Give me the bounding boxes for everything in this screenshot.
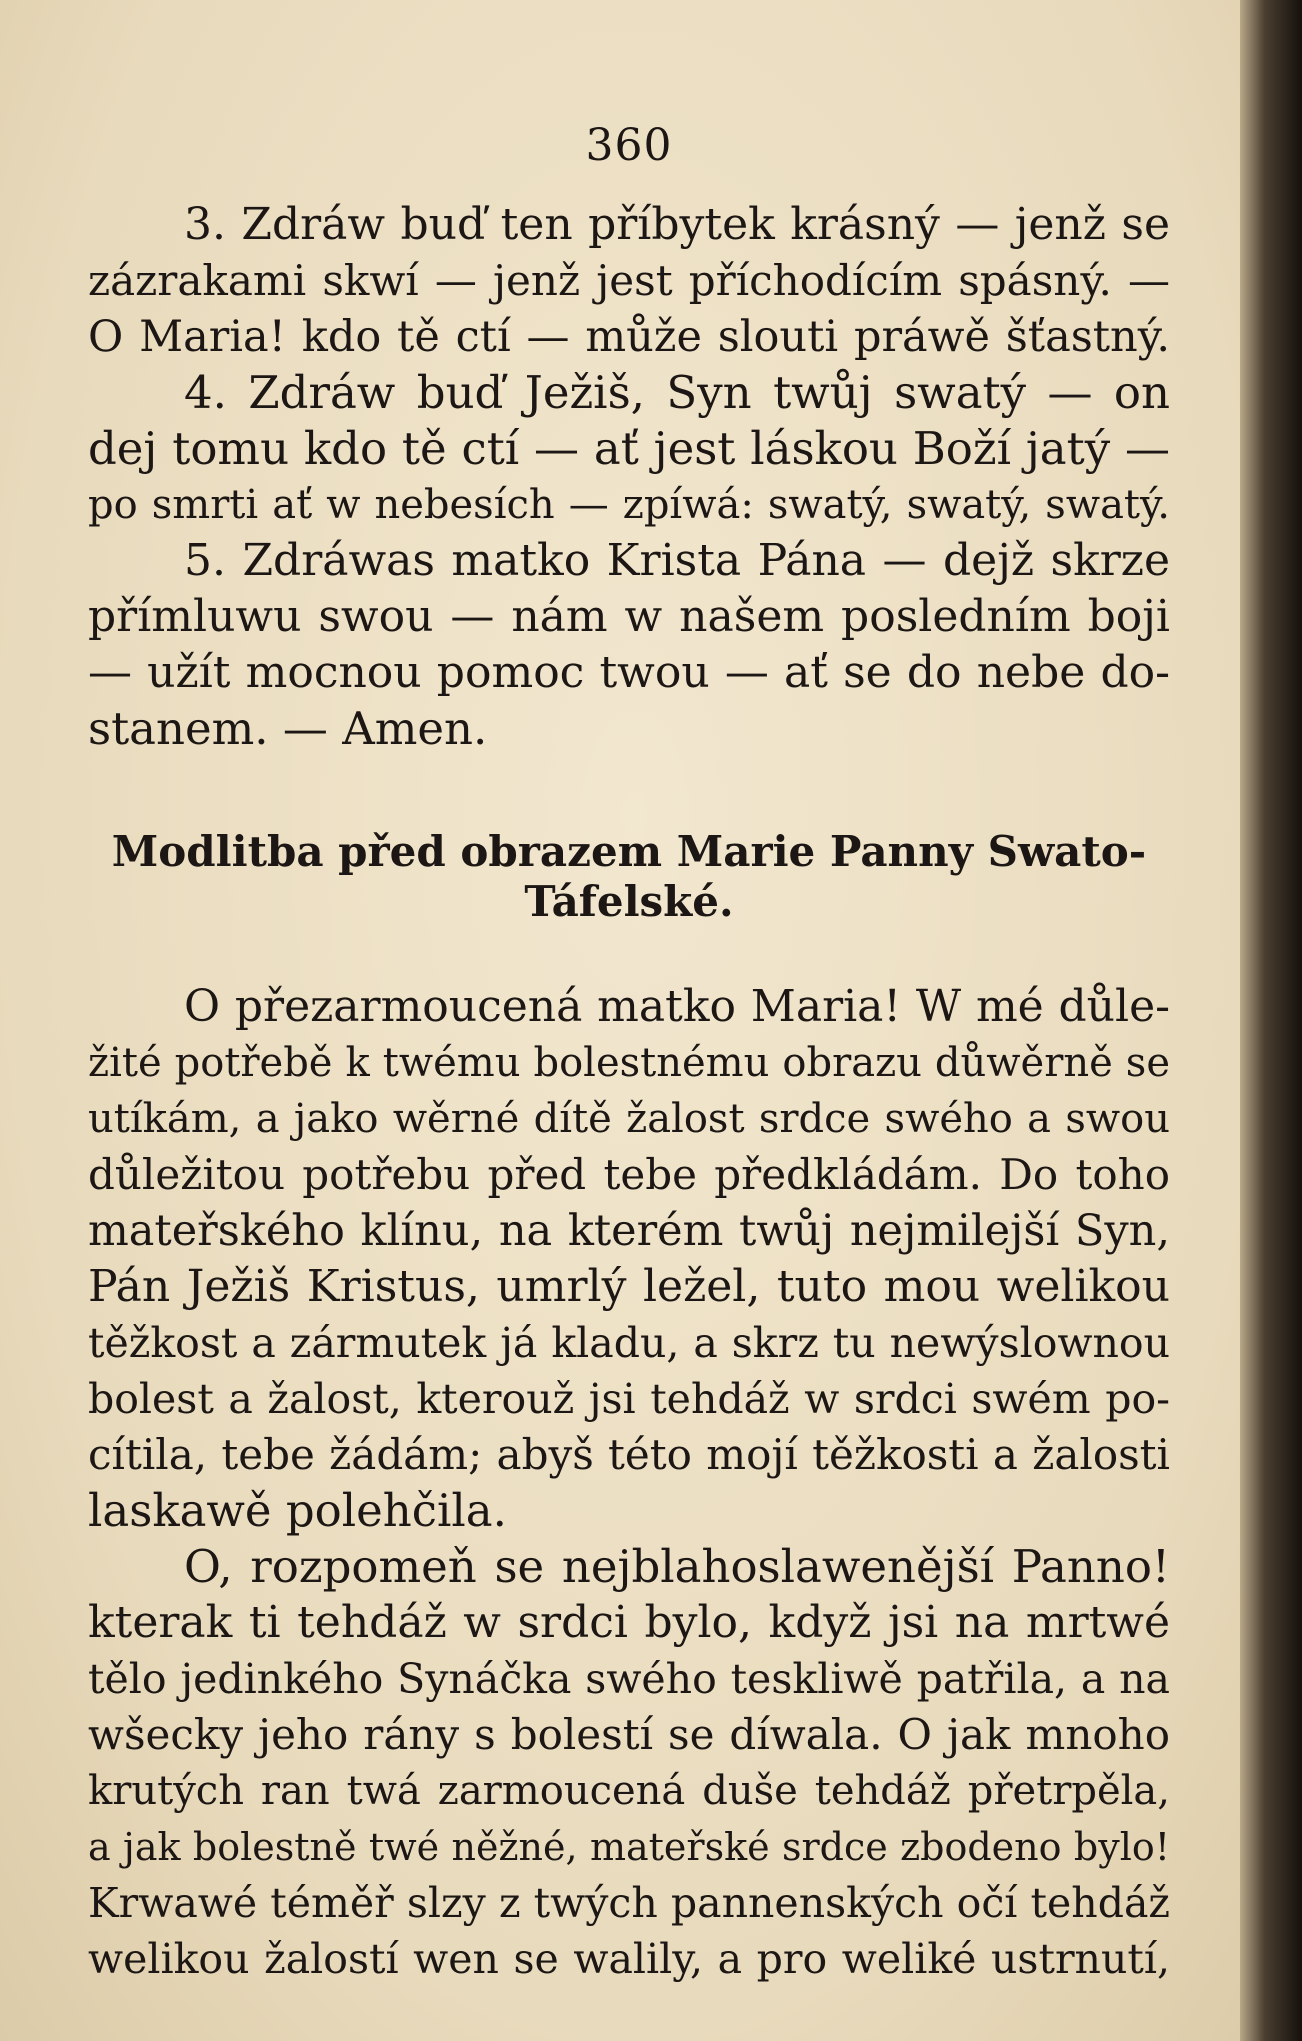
text-line: přímluwu swou — nám w našem posledním boji xyxy=(88,591,1170,642)
text-line: dej tomu kdo tě ctí — ať jest láskou Boží jatý — xyxy=(88,422,1170,475)
text-line: těžkost a zármutek já kladu, a skrz tu newýslownou xyxy=(88,1319,1170,1367)
book-gutter xyxy=(1240,0,1302,2041)
text-line: cítila, tebe žádám; abyš této mojí těžkosti a žalosti xyxy=(88,1430,1170,1479)
text-line: wšecky jeho rány s bolestí se díwala. O jak mnoho xyxy=(88,1710,1170,1759)
text-line: důležitou potřebu před tebe předkládám. Do toho xyxy=(88,1150,1170,1199)
text-line: po smrti ať w nebesích — zpíwá: swatý, swatý, swatý. xyxy=(88,482,1170,528)
text-line: krutých ran twá zarmoucená duše tehdáž přetrpěla, xyxy=(88,1768,1170,1814)
prayer-title-line: Táfelské. xyxy=(524,877,734,926)
text-line: žité potřebě k twému bolestnému obrazu důwěrně se xyxy=(88,1040,1170,1086)
prayer-title-line: Modlitba před obrazem Marie Panny Swato- xyxy=(111,827,1147,876)
song-verses xyxy=(88,197,1170,757)
text-line: utíkám, a jako wěrné dítě žalost srdce swého a swou xyxy=(88,1096,1170,1142)
text-line: tělo jedinkého Synáčka swého teskliwě patřila, a na xyxy=(88,1655,1170,1703)
text-line: Pán Ježiš Kristus, umrlý ležel, tuto mou welikou xyxy=(88,1261,1170,1312)
text-line: O přezarmoucená matko Maria! W mé důle- xyxy=(184,981,1170,1032)
text-line: mateřského klínu, na kterém twůj nejmilejší Syn, xyxy=(88,1206,1170,1256)
text-line: O Maria! kdo tě ctí — může slouti práwě šťastný. xyxy=(88,312,1170,362)
text-line: laskawě polehčila. xyxy=(88,1484,507,1537)
text-line: kterak ti tehdáž w srdci bylo, když jsi na mrtwé xyxy=(88,1597,1170,1648)
text-line: zázrakami skwí — jenž jest příchodícím spásný. — xyxy=(88,256,1170,305)
page-text xyxy=(88,120,1170,1987)
text-line: welikou žalostí wen se walily, a pro weliké ustrnutí, xyxy=(88,1935,1170,1983)
text-line: bolest a žalost, kterouž jsi tehdáž w srdci swém po- xyxy=(88,1375,1170,1423)
text-line: 4. Zdráw buď Ježiš, Syn twůj swatý — on xyxy=(184,366,1170,419)
prayer-paragraph xyxy=(88,979,1170,1539)
text-line: Krwawé téměř slzy z twých pannenských očí tehdáž xyxy=(88,1879,1170,1927)
prayer-title xyxy=(88,827,1170,927)
page-number: 360 xyxy=(585,120,673,171)
prayer-paragraph xyxy=(88,1539,1170,1987)
text-line: 5. Zdráwas matko Krista Pána — dejž skrze xyxy=(184,535,1170,586)
text-line: 3. Zdráw buď ten příbytek krásný — jenž se xyxy=(184,199,1170,250)
text-line: O, rozpomeň se nejblahoslawenější Panno! xyxy=(184,1540,1170,1593)
text-line: stanem. — Amen. xyxy=(88,702,488,755)
text-line: — užít mocnou pomoc twou — ať se do nebe do- xyxy=(88,647,1170,698)
text-line: a jak bolestně twé něžné, mateřské srdce zbodeno bylo! xyxy=(88,1825,1170,1869)
